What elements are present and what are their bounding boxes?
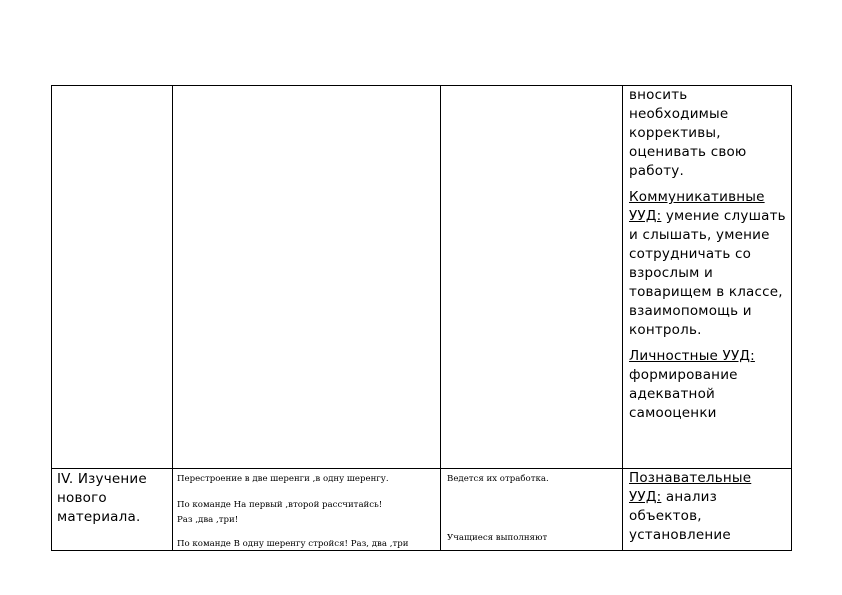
exercise-line: По команде На первый ,второй рассчитайсь! — [177, 500, 383, 510]
student-activity-line: Учащиеся выполняют — [447, 533, 548, 543]
exercises-cell — [173, 469, 441, 551]
stage-cell — [52, 469, 173, 551]
communicative-uud — [629, 188, 787, 340]
teacher-cell-empty — [441, 86, 623, 469]
teacher-activity-line: Ведется их отработка. — [447, 474, 549, 484]
cognitive-uud-cell — [623, 469, 792, 551]
teacher-activity-cell — [441, 469, 623, 551]
cognitive-uud-label: Познавательные УУД: — [629, 470, 752, 505]
table-row — [52, 469, 792, 551]
lesson-plan-table — [51, 85, 792, 551]
personal-uud — [629, 347, 787, 423]
table-row — [52, 86, 792, 469]
stage-cell-empty — [52, 86, 173, 469]
stage-title: IV. Изучение нового материала. — [57, 471, 147, 525]
uud-cell — [623, 86, 792, 469]
exercise-line: По команде В одну шеренгу стройся! Раз, два ,три — [177, 539, 409, 549]
exercise-line: Раз ,два ,три! — [177, 515, 239, 525]
personal-uud-text: формирование адекватной самооценки — [629, 367, 738, 421]
exercise-line: Перестроение в две шеренги ,в одну шеренгу. — [177, 474, 389, 484]
communicative-uud-text: умение слушать и слышать, умение сотрудничать со взрослым и товарищем в классе, взаимопомощь и контроль. — [629, 208, 786, 338]
activity-cell-empty — [173, 86, 441, 469]
cognitive-uud-text: анализ объектов, установление — [629, 489, 731, 543]
cognitive-uud — [623, 469, 791, 545]
regulative-uud-tail: вносить необходимые коррективы, оценивать свою работу. — [629, 87, 747, 179]
personal-uud-label: Личностные УУД: — [629, 348, 755, 364]
communicative-uud-label: Коммуникативные УУД: — [629, 189, 765, 224]
